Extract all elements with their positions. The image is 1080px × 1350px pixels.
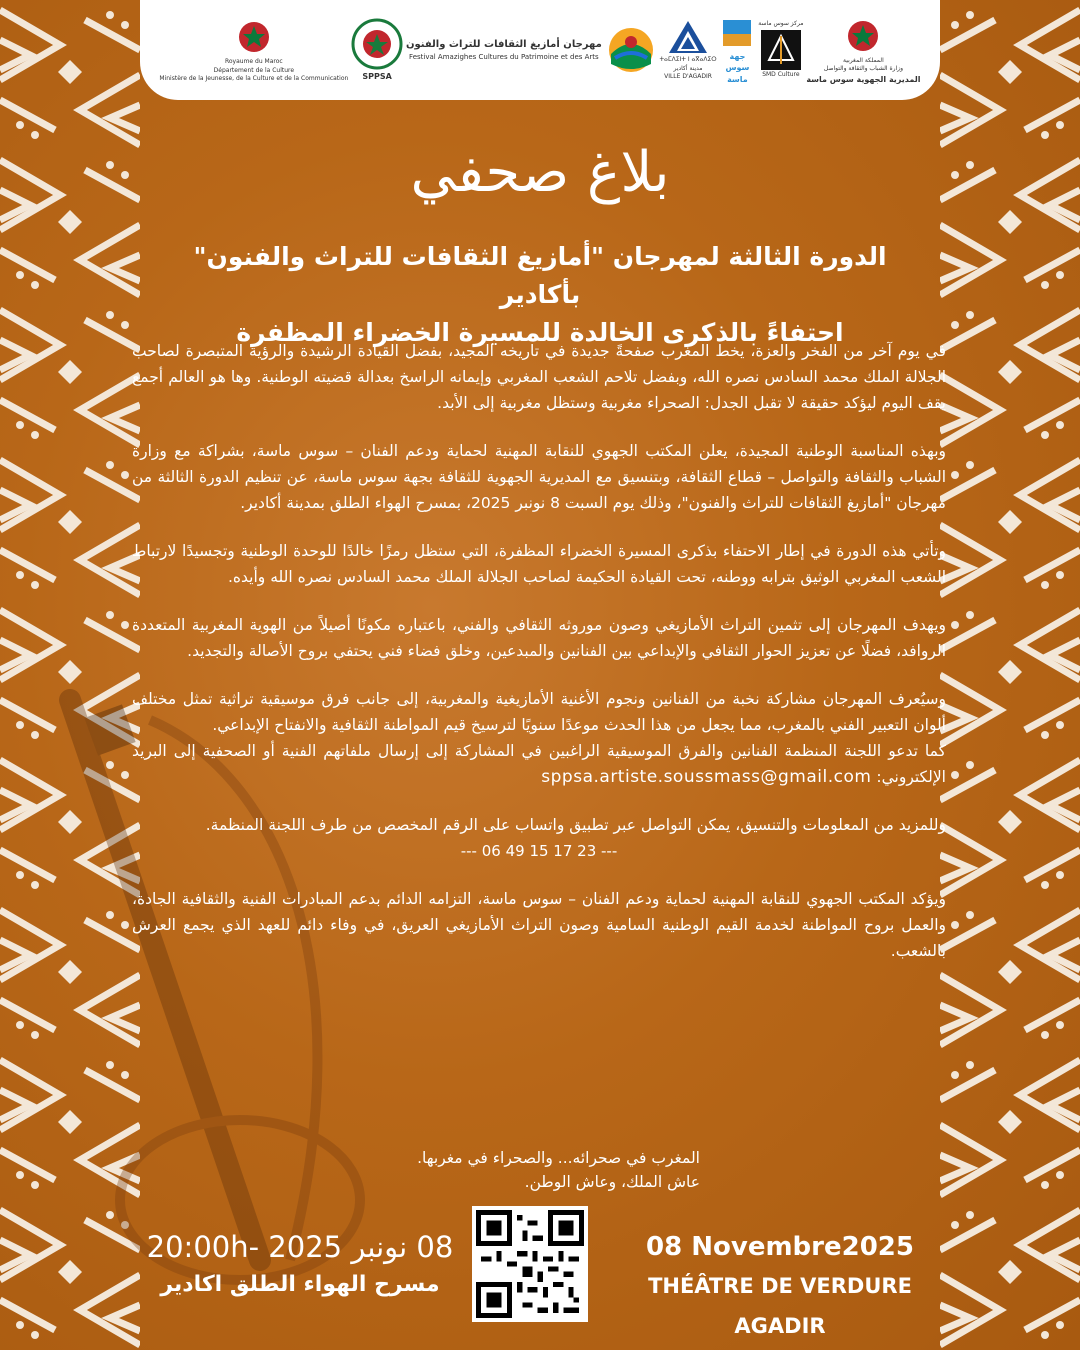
closing-slogan xyxy=(300,1146,700,1194)
invite-paragraph xyxy=(132,738,946,790)
festival-title-logo xyxy=(406,39,602,61)
body-paragraph: وبهذه المناسبة الوطنية المجيدة، يعلن المكتب الجهوي للنقابة المهنية لحماية ودعم الفنان – سوس ماسة، بشراكة مع وزارة الشباب والثقافة والتواصل – قطاع الثقافة، وبتنسيق مع المديرية الجهوية للثقافة بجهة سوس ماسة، عن تنظيم الدورة الثالثة من مهرجان "أمازيغ الثقافات للتراث والفنون"، وذلك يوم السبت 8 نونبر 2025، بمسرح الهواء الطلق بمدينة أكادير. xyxy=(132,442,946,512)
logo-caption: Ministère de la Jeunesse, de la Culture et de la Communication xyxy=(159,75,349,83)
final-paragraph: ويؤكد المكتب الجهوي للنقابة المهنية لحماية ودعم الفنان – سوس ماسة، التزامه الدائم بدعم المبادرات الفنية والثقافية الجادة، والعمل بروح المواطنة لخدمة القيم الوطنية السامية وصون التراث الأمازيغي العريق، في وفاء دائم للعهد الذي يجمع العرش بالشعب. xyxy=(132,890,946,960)
smd-culture-icon xyxy=(761,30,801,70)
event-venue-french: THÉÂTRE DE VERDURE AGADIR xyxy=(648,1274,912,1338)
logo-caption: SPPSA xyxy=(362,72,392,82)
event-date-arabic: 08 نونبر 2025 -20:00h xyxy=(146,1230,454,1264)
smd-culture-logo xyxy=(758,21,803,79)
partner-logos-bar xyxy=(140,0,940,100)
event-venue-arabic: مسرح الهواء الطلق اكادير xyxy=(160,1272,440,1297)
contact-paragraph: وللمزيد من المعلومات والتنسيق، يمكن التواصل عبر تطبيق واتساب على الرقم المخصص من طرف اللجنة المنظمة. xyxy=(205,816,946,834)
region-logo xyxy=(719,16,755,84)
body-paragraph: في يوم آخر من الفخر والعزة، يخط المغرب صفحةً جديدة في تاريخه المجيد، بفضل القيادة الرشيدة والرؤية المتبصرة لصاحب الجلالة الملك محمد السادس نصره الله، وبفضل تلاحم الشعب المغربي وإيمانه الراسخ بعدالة قضيته الوطنية. وها هو العالم أجمع يقف اليوم ليؤكد حقيقة لا تقبل الجدل: الصحراء مغربية وستظل مغربية إلى الأبد. xyxy=(132,342,946,412)
body-paragraph: وسيُعرف المهرجان مشاركة نخبة من الفنانين ونجوم الأغنية الأمازيغية والمغربية، إلى جانب فرق موسيقية تراثية تمثل مختلف ألوان التعبير الفني بالمغرب، مما يجعل من هذا الحدث موعدًا سنويًا لترسيخ قيم المواطنة الثقافية والانفتاح الإبداعي. xyxy=(132,690,946,734)
logo-caption: SMD Culture xyxy=(762,71,800,78)
logo-caption: مدينة أكادير xyxy=(673,64,703,72)
logo-caption: جهة xyxy=(729,52,746,62)
logo-caption: المملكة المغربية xyxy=(843,56,884,64)
sppsa-logo xyxy=(351,18,403,81)
qr-code-icon[interactable] xyxy=(472,1206,588,1322)
logo-caption: ⵜⴰⵎⴷⵉⵏⵜ ⵏ ⴰⴳⴰⴷⵉⵔ xyxy=(659,55,717,63)
whatsapp-phone-number[interactable]: --- 06 49 15 17 23 --- xyxy=(460,842,618,860)
event-date-french: 08 Novembre2025 xyxy=(646,1232,914,1262)
press-release-body xyxy=(132,338,946,986)
festival-emblem-icon xyxy=(605,24,657,76)
ville-agadir-icon xyxy=(667,19,709,55)
contact-email-link[interactable]: sppsa.artiste.soussmass@gmail.com xyxy=(541,767,872,787)
logo-caption: ماسة xyxy=(727,74,748,84)
logo-caption: وزارة الشباب والثقافة والتواصل xyxy=(823,65,903,73)
logo-caption: مهرجان أمازيغ الثقافات للتراث والفنون xyxy=(405,39,602,51)
logo-caption: مركز سوس ماسة xyxy=(758,20,804,28)
logo-caption: سوس xyxy=(725,63,750,73)
logo-caption: المديرية الجهوية سوس ماسة xyxy=(806,75,921,85)
logo-caption: Festival Amazighes Cultures du Patrimoine et des Arts xyxy=(409,52,599,61)
region-souss-massa-icon xyxy=(719,16,755,50)
footer-arabic-info xyxy=(140,1228,460,1304)
agadir-logo xyxy=(659,19,716,82)
logo-caption: Département de la Culture xyxy=(213,66,295,74)
closing-line: عاش الملك، وعاش الوطن. xyxy=(524,1173,700,1191)
headline-line: احتفاءً بالذكرى الخالدة للمسيرة الخضراء المظفرة xyxy=(236,318,844,347)
ministry-crest-icon xyxy=(234,17,274,57)
sppsa-emblem-icon xyxy=(351,18,403,70)
body-paragraph: ويهدف المهرجان إلى تثمين التراث الأمازيغي وصون موروثه الثقافي والفني، باعتباره مكونًا أصيلاً من الهوية المغربية المتعددة الروافد، فضلًا عن تعزيز الحوار الثقافي والإبداعي بين الفنانين والمبدعين، وخلق فضاء فني يحتفي بروح الأصالة والتجديد. xyxy=(132,616,946,660)
headline-line: الدورة الثالثة لمهرجان "أمازيغ الثقافات للتراث والفنون" بأكادير xyxy=(193,242,887,309)
logo-caption: VILLE D'AGADIR xyxy=(664,73,712,81)
ministry-logo-right xyxy=(806,16,920,85)
ministry-logo-left xyxy=(159,17,348,84)
headline xyxy=(150,238,930,352)
closing-line: المغرب في صحرائه... والصحراء في مغربها. xyxy=(417,1149,700,1167)
logo-caption: Royaume du Maroc xyxy=(224,57,283,65)
footer-french-info xyxy=(605,1228,955,1346)
ministry-crest-icon xyxy=(843,16,883,56)
invite-text: كما تدعو اللجنة المنظمة الفنانين والفرق الموسيقية الراغبين في المشاركة إلى إرسال ملفاتهم الفنية أو الصحفية إلى البريد الإلكتروني: xyxy=(132,742,946,786)
festival-emblem-logo xyxy=(605,24,657,76)
body-paragraph: وتأتي هذه الدورة في إطار الاحتفاء بذكرى المسيرة الخضراء المظفرة، التي ستظل رمزًا خالدًا للوحدة الوطنية وتجسيدًا لارتباط الشعب المغربي الوثيق بترابه ووطنه، تحت القيادة الحكيمة لصاحب الجلالة الملك محمد السادس نصره الله وأيده. xyxy=(132,542,946,586)
press-release-title: بلاغ صحفي xyxy=(410,140,670,205)
